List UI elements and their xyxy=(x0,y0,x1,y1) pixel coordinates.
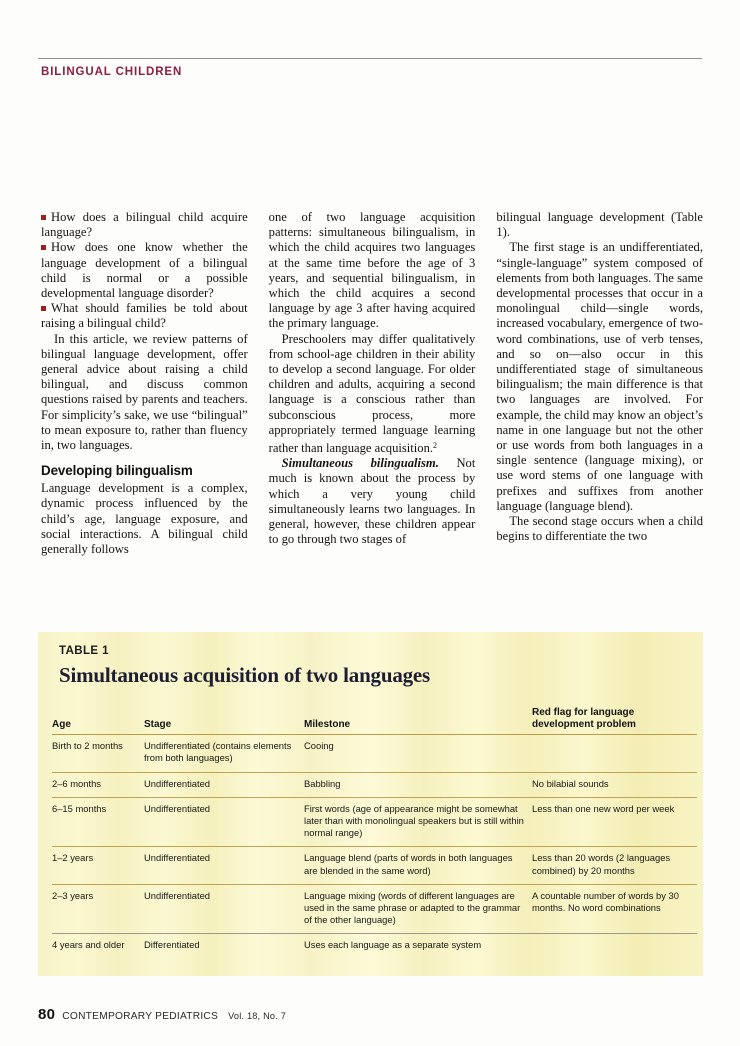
column-header-stage: Stage xyxy=(144,718,172,730)
column-header-age: Age xyxy=(52,718,71,730)
cell-red-flag xyxy=(532,735,697,771)
square-bullet-icon xyxy=(41,215,46,220)
col2-paragraph-1: one of two language acquisition patterns: simultaneous bilingualism, in which the child acquires two languages at the same time before the age of 3 years, and sequential bilingualism, in which the child acquires a second language by age 3 after having acquired the primary language. xyxy=(268,210,476,331)
cell-red-flag: Less than 20 words (2 languages combined) by 20 months xyxy=(532,852,671,876)
cell-milestone: Cooing xyxy=(304,740,334,752)
col2-paragraph-2-text: Preschoolers may differ qualitatively from school-age children in their ability to develop a second language. For older children and adults, acquiring a second language is a conscious rather than subconscious process, more appropriately termed language learning rather than language acquisition. xyxy=(268,331,476,456)
cell-stage: Undifferentiated xyxy=(144,777,211,789)
cell-milestone: Language mixing (words of different languages are used in the same phrase or adapted to the grammar of the other language) xyxy=(304,889,521,926)
table-label: TABLE 1 xyxy=(59,645,109,657)
table-header-row xyxy=(52,702,697,734)
section-heading-developing-bilingualism: Developing bilingualism xyxy=(41,463,193,479)
cell-red-flag: No bilabial sounds xyxy=(532,777,609,789)
table-grid xyxy=(52,702,697,959)
header-divider xyxy=(38,58,702,59)
square-bullet-icon xyxy=(41,306,46,311)
column-header-milestone: Milestone xyxy=(304,718,351,730)
cell-milestone: Babbling xyxy=(304,777,341,789)
running-head: BILINGUAL CHILDREN xyxy=(41,66,183,78)
col2-paragraph-3 xyxy=(269,456,476,547)
column-1 xyxy=(41,210,248,557)
cell-age: 2–6 months xyxy=(52,777,101,789)
col1-paragraph-1: In this article, we review patterns of bilingual language development, offer general advice about raising a child bilingual, and discuss common questions raised by parents and teachers. For simplicity’s sake, we use “bilingual” to mean exposure to, rather than fluency in, two languages. xyxy=(41,331,248,453)
cell-age: 6–15 months xyxy=(52,802,107,814)
cell-stage: Undifferentiated xyxy=(144,802,211,814)
cell-milestone: Language blend (parts of words in both languages are blended in the same word) xyxy=(304,852,513,876)
table-row xyxy=(52,934,697,958)
table-row xyxy=(52,798,697,847)
cell-age: 1–2 years xyxy=(52,852,94,864)
bullet-text: What should families be told about raising a bilingual child? xyxy=(41,301,248,331)
cell-stage: Undifferentiated xyxy=(144,889,211,901)
table-title: Simultaneous acquisition of two languages xyxy=(59,663,431,687)
cell-age: 2–3 years xyxy=(52,889,94,901)
cell-age: 4 years and older xyxy=(52,939,125,951)
cell-red-flag: A countable number of words by 30 months. No word combinations xyxy=(532,889,679,914)
footnote-marker: 2 xyxy=(433,441,438,451)
col3-paragraph-2: The first stage is an undifferentiated, “single-language” system composed of elements from both languages. The same developmental processes that occur in a monolingual child—single words, increased vocabulary, emergence of two-word combinations, use of verb tenses, and so on—also occur in this undifferentiated stage of simultaneous bilingualism; the main difference is that two languages are involved. For example, the child may know an object’s name in one language but not the other or use words from both languages in a single sentence (language mixing), or use word stems of one language with prefixes and suffixes from another language (language blend). xyxy=(496,240,704,513)
col3-paragraph-1: bilingual language development (Table 1). xyxy=(496,210,704,240)
run-in-heading-simultaneous-bilingualism: Simultaneous bilingualism. xyxy=(281,456,439,471)
cell-stage: Undifferentiated (contains elements from both languages) xyxy=(144,740,292,764)
cell-red-flag: Less than one new word per week xyxy=(532,802,675,814)
column-2 xyxy=(269,210,476,557)
cell-stage: Differentiated xyxy=(144,939,200,951)
column-3 xyxy=(496,210,703,557)
cell-milestone: Uses each language as a separate system xyxy=(304,939,482,951)
cell-milestone: First words (age of appearance might be somewhat later than with monolingual speakers but is still within normal range) xyxy=(304,802,524,839)
bullet-item-3 xyxy=(41,301,248,331)
table-row xyxy=(52,735,697,771)
bullet-text: How does a bilingual child acquire language? xyxy=(41,210,248,240)
article-columns xyxy=(41,210,703,557)
table-row xyxy=(52,885,697,934)
col3-paragraph-3: The second stage occurs when a child begins to differentiate the two xyxy=(496,514,704,544)
table-row xyxy=(52,773,697,797)
column-header-red-flag: Red flag for language development problem xyxy=(532,707,636,730)
bullet-item-2 xyxy=(41,240,248,301)
cell-red-flag xyxy=(532,934,697,958)
publication-name: CONTEMPORARY PEDIATRICS xyxy=(62,1011,219,1022)
volume-issue: Vol. 18, No. 7 xyxy=(228,1011,287,1021)
cell-stage: Undifferentiated xyxy=(144,852,211,864)
col2-paragraph-2 xyxy=(269,332,476,457)
col1-paragraph-2: Language development is a complex, dynamic process influenced by the child’s age, language exposure, and social interactions. A bilingual child generally follows xyxy=(41,481,248,557)
page-number: 80 xyxy=(38,1006,56,1023)
cell-age: Birth to 2 months xyxy=(52,740,123,752)
bullet-text: How does one know whether the language development of a bilingual child is normal or a possible developmental language disorder? xyxy=(41,240,248,301)
bullet-item-1 xyxy=(41,210,248,240)
table-row xyxy=(52,847,697,883)
col2-paragraph-3-text: Not much is known about the process by which a very young child simultaneously learns two languages. In general, however, these children appear to go through two stages of xyxy=(268,456,476,547)
table-1-panel xyxy=(38,632,703,976)
page-footer xyxy=(38,1006,286,1023)
square-bullet-icon xyxy=(41,245,46,250)
